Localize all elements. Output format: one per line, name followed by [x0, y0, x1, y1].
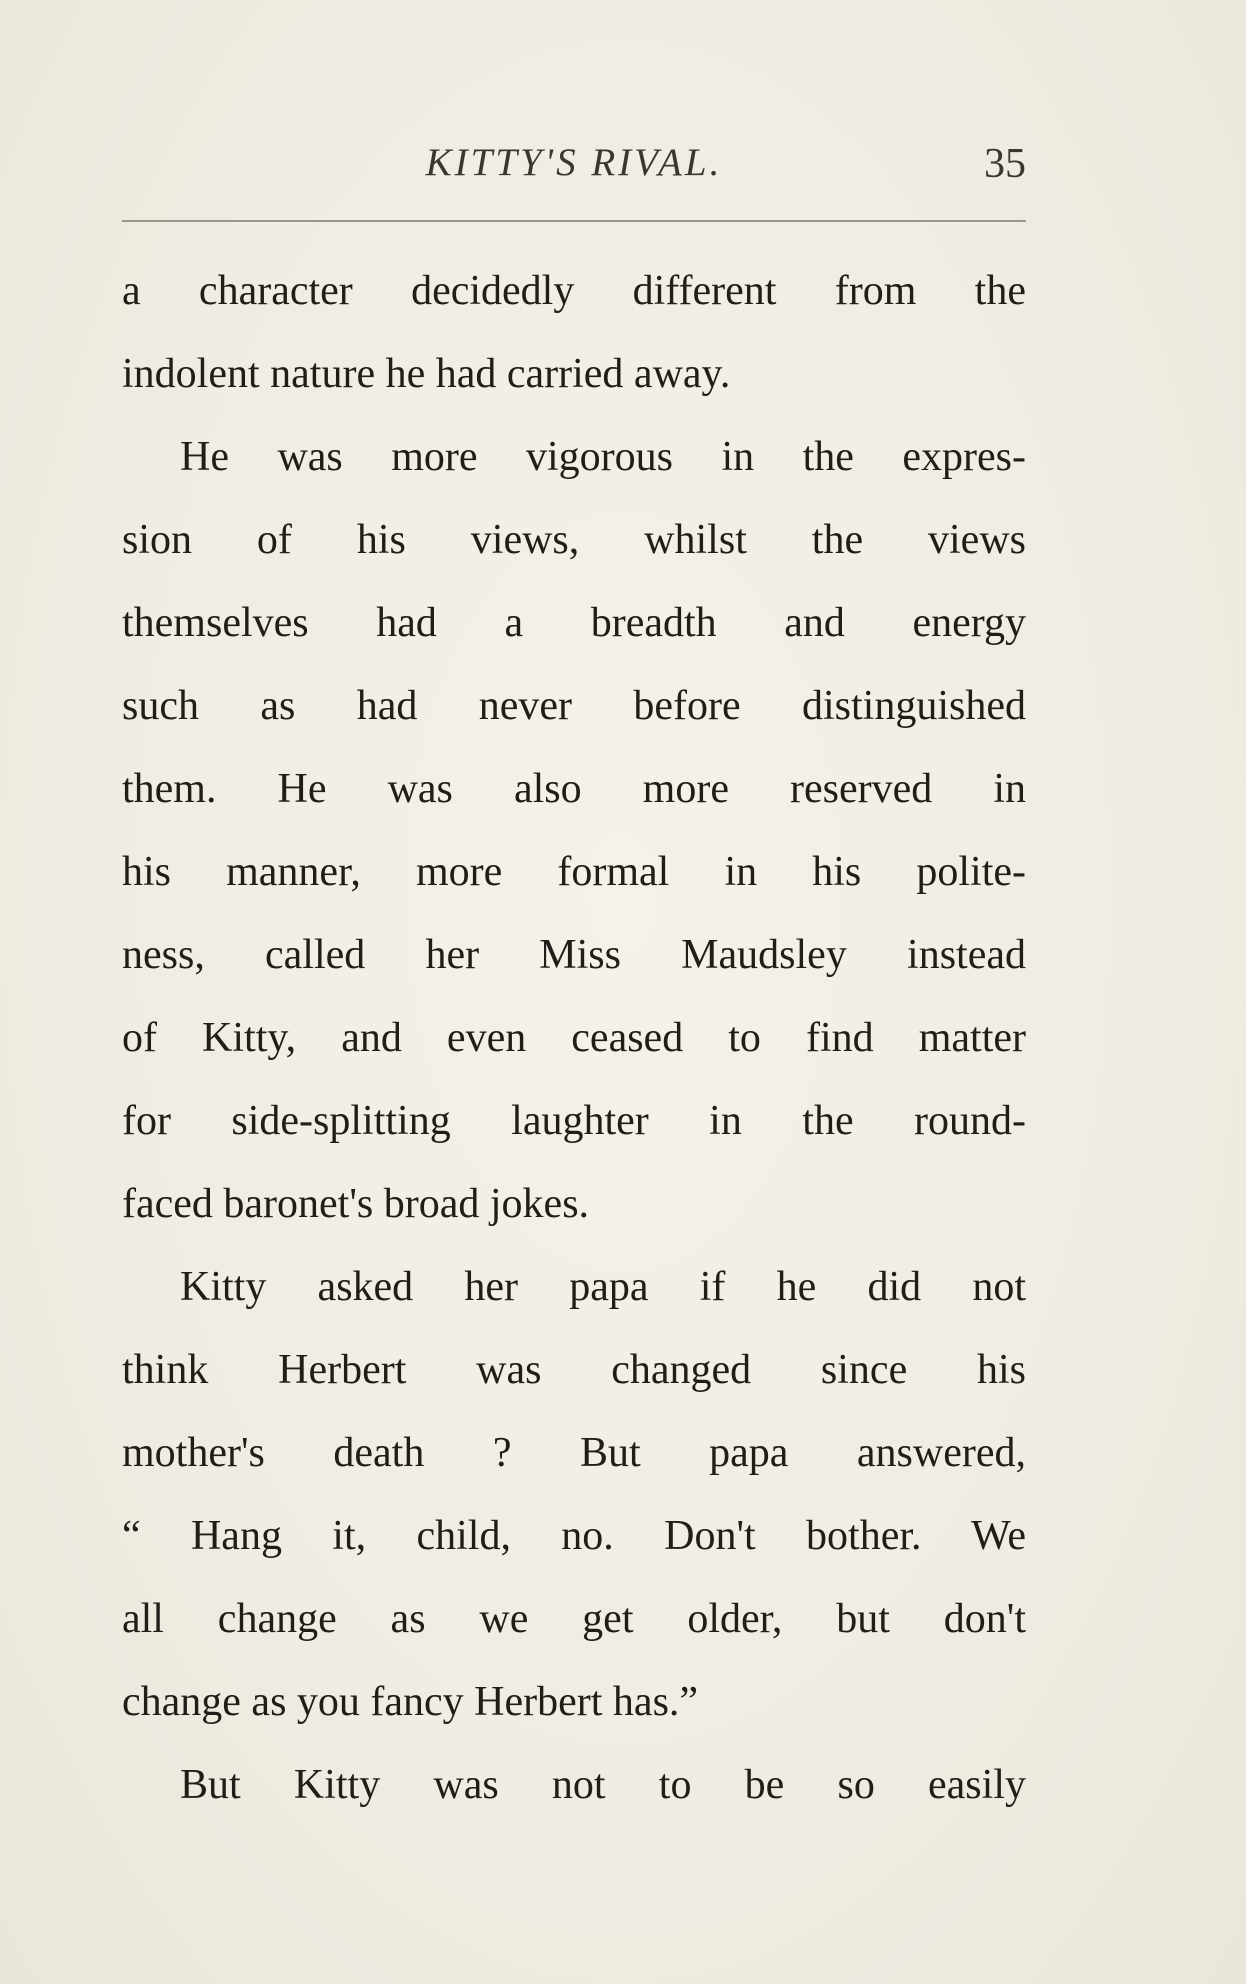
text-line: sion of his views, whilst the views: [122, 517, 1026, 563]
text-line: all change as we get older, but don't: [122, 1596, 1026, 1642]
header-rule: [122, 220, 1026, 222]
text-line: such as had never before distinguished: [122, 683, 1026, 729]
text-line: “ Hang it, child, no. Don't bother. We: [122, 1513, 1026, 1559]
text-line: He was more vigorous in the expres-: [180, 434, 1026, 480]
text-line: for side-splitting laughter in the round-: [122, 1098, 1026, 1144]
text-line: faced baronet's broad jokes.: [122, 1181, 590, 1227]
running-title: KITTY'S RIVAL.: [425, 141, 723, 184]
text-line: think Herbert was changed since his: [122, 1347, 1026, 1393]
text-line: his manner, more formal in his polite-: [122, 849, 1026, 895]
text-line: a character decidedly different from the: [122, 268, 1026, 314]
text-line: mother's death ? But papa answered,: [122, 1430, 1026, 1476]
body-text: [122, 258, 1026, 1835]
text-line: ness, called her Miss Maudsley instead: [122, 932, 1026, 978]
text-line: indolent nature he had carried away.: [122, 351, 731, 397]
text-line: them. He was also more reserved in: [122, 766, 1026, 812]
text-line: change as you fancy Herbert has.”: [122, 1679, 699, 1725]
page-number: 35: [984, 141, 1026, 187]
running-head: [122, 140, 1026, 190]
text-line: But Kitty was not to be so easily: [180, 1762, 1026, 1808]
text-line: of Kitty, and even ceased to find matter: [122, 1015, 1026, 1061]
text-line: themselves had a breadth and energy: [122, 600, 1026, 646]
text-line: Kitty asked her papa if he did not: [180, 1264, 1026, 1310]
